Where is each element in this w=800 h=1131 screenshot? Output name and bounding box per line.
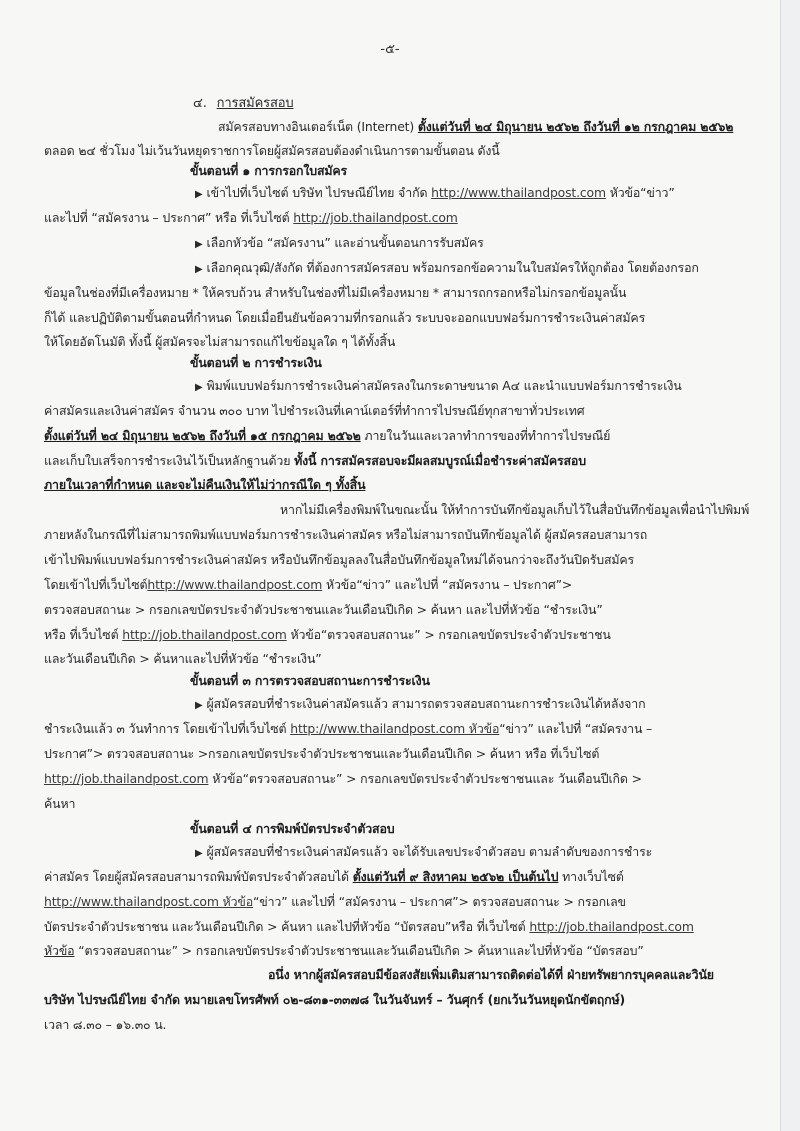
step4-title: ขั้นตอนที่ ๔ การพิมพ์บัตรประจำตัวสอบ — [190, 821, 395, 836]
step4-line4: บัตรประจำตัวประชาชน และวันเดือนปีเกิด > ค้นหา และไปที่หัวข้อ “บัตรสอบ”หรือ ที่เว็บไซต์ http://job.thailandpost.com — [44, 919, 694, 934]
step2-p1-line5: ภายในเวลาที่กำหนด และจะไม่คืนเงินให้ไม่ว่ากรณีใด ๆ ทั้งสิ้น — [44, 477, 366, 492]
bullet-icon: ▶ — [195, 700, 203, 711]
step2-p2-line7: และวันเดือนปีเกิด > ค้นหาและไปที่หัวข้อ “ชำระเงิน” — [44, 651, 322, 666]
contact-line2: บริษัท ไปรษณีย์ไทย จำกัด หมายเลขโทรศัพท์ ๐๒-๘๓๑-๓๓๗๘ ในวันจันทร์ – วันศุกร์ (ยกเว้นวันหยุดนักขัตฤกษ์) — [44, 992, 626, 1007]
exam-card-print-date: ตั้งแต่วันที่ ๙ สิงหาคม ๒๕๖๒ เป็นต้นไป — [352, 869, 559, 884]
application-period: ตั้งแต่วันที่ ๒๔ มิถุนายน ๒๕๖๒ ถึงวันที่ ๑๒ กรกฎาคม ๒๕๖๒ — [417, 119, 734, 134]
thailandpost-link[interactable]: http://www.thailandpost.com หัวข้อ — [290, 721, 500, 736]
step3-line3: ประกาศ”> ตรวจสอบสถานะ >กรอกเลขบัตรประจำตัวประชาชนและวันเดือนปีเกิด > ค้นหา หรือ ที่เว็บไซต์ — [44, 746, 600, 761]
thailandpost-link[interactable]: http://www.thailandpost.com หัวข้อ — [44, 894, 253, 909]
bullet-icon: ▶ — [195, 239, 203, 250]
bullet-icon: ▶ — [195, 264, 203, 275]
page-number: -๕- — [380, 42, 400, 57]
step1-bullet-3: ▶ เลือกคุณวุฒิ/สังกัด ที่ต้องการสมัครสอบ พร้อมกรอกข้อความในใบสมัครให้ถูกต้อง โดยต้องกรอก — [195, 260, 699, 275]
job-thailandpost-link[interactable]: http://job.thailandpost.com — [122, 627, 287, 642]
step2-p2-line5: ตรวจสอบสถานะ > กรอกเลขบัตรประจำตัวประชาชนและวันเดือนปีเกิด > ค้นหา และไปที่หัวข้อ “ชำระเงิน” — [44, 602, 603, 617]
step1-bullet-1-cont: และไปที่ “สมัครงาน – ประกาศ” หรือ ที่เว็บไซต์ http://job.thailandpost.com — [44, 210, 458, 225]
step2-p2-line4: โดยเข้าไปที่เว็บไซต์http://www.thailandpost.com หัวข้อ“ข่าว” และไปที่ “สมัครงาน – ประกาศ”> — [44, 577, 573, 592]
step4-line2: ค่าสมัคร โดยผู้สมัครสอบสามารถพิมพ์บัตรประจำตัวสอบได้ ตั้งแต่วันที่ ๙ สิงหาคม ๒๕๖๒ เป็นต้นไป ทางเว็บไซต์ — [44, 869, 624, 884]
section-heading — [193, 96, 294, 112]
page-margin — [781, 0, 800, 1131]
step4-line5: หัวข้อ “ตรวจสอบสถานะ” > กรอกเลขบัตรประจำตัวประชาชนและวันเดือนปีเกิด > ค้นหาและไปที่หัวข้อ “บัตรสอบ” — [44, 943, 644, 958]
step2-p2-line3: เข้าไปพิมพ์แบบฟอร์มการชำระเงินค่าสมัคร หรือบันทึกข้อมูลลงในสื่อบันทึกข้อมูลใหม่ได้จนกว่าจะถึงวันปิดรับสมัคร — [44, 552, 635, 567]
step1-bullet-1: ▶ เข้าไปที่เว็บไซต์ บริษัท ไปรษณีย์ไทย จำกัด http://www.thailandpost.com หัวข้อ“ข่าว” — [195, 185, 675, 200]
step2-p1-line3: ตั้งแต่วันที่ ๒๔ มิถุนายน ๒๕๖๒ ถึงวันที่ ๑๕ กรกฎาคม ๒๕๖๒ ภายในวันและเวลาทำการของที่ทำการไปรษณีย์ — [44, 428, 611, 443]
step2-p2-line6: หรือ ที่เว็บไซต์ http://job.thailandpost.com หัวข้อ“ตรวจสอบสถานะ” > กรอกเลขบัตรประจำตัวประชาชน — [44, 627, 611, 642]
step2-p1-line2: ค่าสมัครและเงินค่าสมัคร จำนวน ๓๐๐ บาท ไปชำระเงินที่เคาน์เตอร์ที่ทำการไปรษณีย์ทุกสาขาทั่วประเทศ — [44, 403, 585, 418]
section-number: ๔. — [193, 96, 207, 111]
job-thailandpost-link[interactable]: http://job.thailandpost.com — [529, 919, 694, 934]
step2-p2-line1: หากไม่มีเครื่องพิมพ์ในขณะนั้น ให้ทำการบันทึกข้อมูลเก็บไว้ในสื่อบันทึกข้อมูลเพื่อนำไปพิมพ์ — [280, 502, 750, 517]
thailandpost-link[interactable]: http://www.thailandpost.com — [147, 577, 323, 592]
step1-bullet-3-line4: ให้โดยอัตโนมัติ ทั้งนี้ ผู้สมัครจะไม่สามารถแก้ไขข้อมูลใด ๆ ได้ทั้งสิ้น — [44, 334, 396, 349]
step4-line3: http://www.thailandpost.com หัวข้อ“ข่าว” และไปที่ “สมัครงาน – ประกาศ”> ตรวจสอบสถานะ > กรอกเลข — [44, 894, 626, 909]
step2-p1-line1: ▶ พิมพ์แบบฟอร์มการชำระเงินค่าสมัครลงในกระดาษขนาด A๔ และนำแบบฟอร์มการชำระเงิน — [195, 378, 682, 393]
job-thailandpost-link[interactable]: http://job.thailandpost.com — [293, 210, 458, 225]
step3-line2: ชำระเงินแล้ว ๓ วันทำการ โดยเข้าไปที่เว็บไซต์ http://www.thailandpost.com หัวข้อ“ข่าว” และไปที่ “สมัครงาน – — [44, 721, 653, 736]
step2-p2-line2: ภายหลังในกรณีที่ไม่สามารถพิมพ์แบบฟอร์มการชำระเงินค่าสมัคร หรือไม่สามารถบันทึกข้อมูลได้ ผู้สมัครสอบสามารถ — [44, 527, 648, 542]
contact-line3: เวลา ๘.๓๐ – ๑๖.๓๐ น. — [44, 1017, 167, 1032]
step3-line5: ค้นหา — [44, 796, 76, 811]
section-title: การสมัครสอบ — [216, 96, 294, 111]
bullet-icon: ▶ — [195, 189, 203, 200]
step3-line1: ▶ ผู้สมัครสอบที่ชำระเงินค่าสมัครแล้ว สามารถตรวจสอบสถานะการชำระเงินได้หลังจาก — [195, 696, 646, 711]
job-thailandpost-link[interactable]: http://job.thailandpost.com — [44, 771, 209, 786]
step1-bullet-2: ▶ เลือกหัวข้อ “สมัครงาน” และอ่านขั้นตอนการรับสมัคร — [195, 235, 484, 250]
payment-period: ตั้งแต่วันที่ ๒๔ มิถุนายน ๒๕๖๒ ถึงวันที่ ๑๕ กรกฎาคม ๒๕๖๒ — [44, 428, 361, 443]
step4-line1: ▶ ผู้สมัครสอบที่ชำระเงินค่าสมัครแล้ว จะได้รับเลขประจำตัวสอบ ตามลำดับของการชำระ — [195, 844, 653, 859]
thailandpost-link[interactable]: http://www.thailandpost.com — [431, 185, 606, 200]
step1-title: ขั้นตอนที่ ๑ การกรอกใบสมัคร — [190, 163, 348, 178]
step3-line4: http://job.thailandpost.com หัวข้อ“ตรวจสอบสถานะ” > กรอกเลขบัตรประจำตัวประชาชนและ วันเดือนปีเกิด > — [44, 771, 642, 786]
contact-line1: อนึ่ง หากผู้สมัครสอบมีข้อสงสัยเพิ่มเติมสามารถติดต่อได้ที่ ฝ่ายทรัพยากรบุคคลและวินัย — [268, 967, 714, 982]
intro-line-1: สมัครสอบทางอินเตอร์เน็ต (Internet) ตั้งแต่วันที่ ๒๔ มิถุนายน ๒๕๖๒ ถึงวันที่ ๑๒ กรกฎาคม ๒๕๖๒ — [218, 119, 734, 134]
bullet-icon: ▶ — [195, 848, 203, 859]
step2-p1-line4: และเก็บใบเสร็จการชำระเงินไว้เป็นหลักฐานด้วย ทั้งนี้ การสมัครสอบจะมีผลสมบูรณ์เมื่อชำระค่าสมัครสอบ — [44, 453, 586, 468]
step3-title: ขั้นตอนที่ ๓ การตรวจสอบสถานะการชำระเงิน — [190, 673, 430, 688]
intro-line-2: ตลอด ๒๔ ชั่วโมง ไม่เว้นวันหยุดราชการโดยผู้สมัครสอบต้องดำเนินการตามขั้นตอน ดังนี้ — [44, 143, 500, 158]
bullet-icon: ▶ — [195, 382, 203, 393]
step1-bullet-3-line2: ข้อมูลในช่องที่มีเครื่องหมาย * ให้ครบถ้วน สำหรับในช่องที่ไม่มีเครื่องหมาย * สามารถกรอกหรือไม่กรอกข้อมูลนั้น — [44, 285, 627, 300]
step1-bullet-3-line3: ก็ได้ และปฏิบัติตามขั้นตอนที่กำหนด โดยเมื่อยืนยันข้อความที่กรอกแล้ว ระบบจะออกแบบฟอร์มการชำระเงินค่าสมัคร — [44, 310, 646, 325]
step2-title: ขั้นตอนที่ ๒ การชำระเงิน — [190, 355, 322, 370]
